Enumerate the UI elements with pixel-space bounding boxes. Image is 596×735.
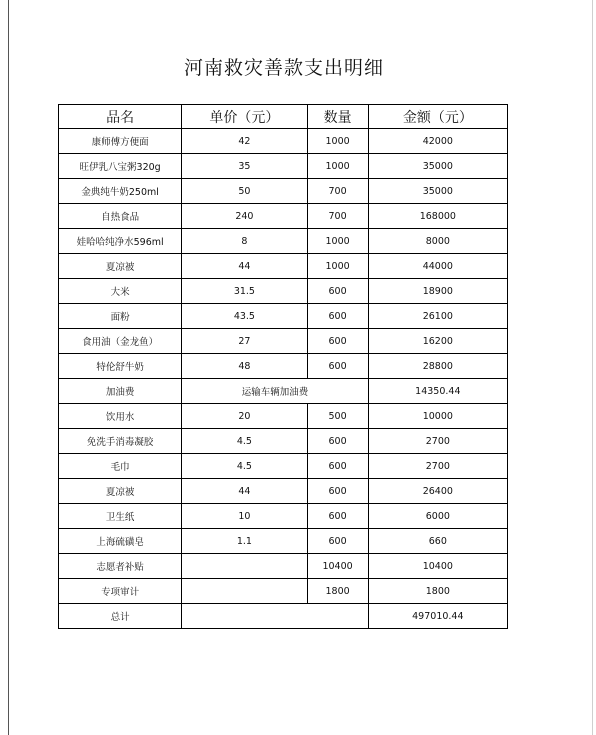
cell-name: 自热食品 <box>59 204 182 229</box>
cell-amount: 497010.44 <box>368 604 507 629</box>
table-row <box>59 204 508 229</box>
cell-amount: 26400 <box>368 479 507 504</box>
page-title: 河南救灾善款支出明细 <box>183 57 384 79</box>
cell-qty: 1000 <box>307 254 368 279</box>
header-name: 品名 <box>59 105 182 129</box>
cell-price: 48 <box>182 354 307 379</box>
cell-name: 志愿者补贴 <box>59 554 182 579</box>
cell-qty: 600 <box>307 454 368 479</box>
table-row <box>59 579 508 604</box>
table-row <box>59 229 508 254</box>
cell-note: 运输车辆加油费 <box>182 379 368 404</box>
cell-price: 10 <box>182 504 307 529</box>
cell-price: 27 <box>182 329 307 354</box>
cell-price <box>182 554 307 579</box>
cell-name: 夏凉被 <box>59 479 182 504</box>
cell-price: 50 <box>182 179 307 204</box>
cell-amount: 14350.44 <box>368 379 507 404</box>
table-row <box>59 429 508 454</box>
cell-amount: 16200 <box>368 329 507 354</box>
header-amount: 金额（元） <box>368 105 507 129</box>
cell-amount: 6000 <box>368 504 507 529</box>
cell-price: 42 <box>182 129 307 154</box>
cell-amount: 2700 <box>368 429 507 454</box>
cell-price: 240 <box>182 204 307 229</box>
cell-qty: 1000 <box>307 129 368 154</box>
cell-amount: 168000 <box>368 204 507 229</box>
cell-qty: 600 <box>307 329 368 354</box>
cell-qty: 600 <box>307 429 368 454</box>
cell-name: 特伦舒牛奶 <box>59 354 182 379</box>
cell-qty: 700 <box>307 204 368 229</box>
cell-price: 44 <box>182 479 307 504</box>
cell-price: 20 <box>182 404 307 429</box>
header-price: 单价（元） <box>182 105 307 129</box>
cell-amount: 35000 <box>368 179 507 204</box>
cell-qty: 500 <box>307 404 368 429</box>
cell-name: 免洗手消毒凝胶 <box>59 429 182 454</box>
cell-qty: 600 <box>307 479 368 504</box>
cell-qty: 600 <box>307 279 368 304</box>
cell-amount: 10400 <box>368 554 507 579</box>
table-row <box>59 179 508 204</box>
table-row <box>59 404 508 429</box>
cell-name: 加油费 <box>59 379 182 404</box>
cell-amount: 26100 <box>368 304 507 329</box>
cell-price: 4.5 <box>182 429 307 454</box>
cell-name: 康师傅方便面 <box>59 129 182 154</box>
table-row <box>59 504 508 529</box>
table-row-fuel <box>59 379 508 404</box>
cell-amount: 660 <box>368 529 507 554</box>
table-row <box>59 354 508 379</box>
cell-qty: 600 <box>307 504 368 529</box>
cell-qty: 1800 <box>307 579 368 604</box>
cell-price: 35 <box>182 154 307 179</box>
cell-name: 金典纯牛奶250ml <box>59 179 182 204</box>
cell-name: 面粉 <box>59 304 182 329</box>
cell-name: 饮用水 <box>59 404 182 429</box>
cell-name: 娃哈哈纯净水596ml <box>59 229 182 254</box>
cell-name: 总计 <box>59 604 182 629</box>
table-row <box>59 154 508 179</box>
cell-qty: 600 <box>307 354 368 379</box>
header-qty: 数量 <box>307 105 368 129</box>
cell-qty: 1000 <box>307 154 368 179</box>
cell-amount: 2700 <box>368 454 507 479</box>
cell-qty: 700 <box>307 179 368 204</box>
cell-price <box>182 579 307 604</box>
cell-amount: 1800 <box>368 579 507 604</box>
table-row <box>59 304 508 329</box>
cell-qty: 1000 <box>307 229 368 254</box>
page-left-edge <box>8 0 9 735</box>
cell-amount: 8000 <box>368 229 507 254</box>
cell-price: 1.1 <box>182 529 307 554</box>
expense-table-body <box>59 105 508 629</box>
cell-amount: 42000 <box>368 129 507 154</box>
cell-price: 31.5 <box>182 279 307 304</box>
cell-name: 食用油（金龙鱼） <box>59 329 182 354</box>
cell-price: 8 <box>182 229 307 254</box>
expense-table <box>58 104 508 629</box>
table-row <box>59 454 508 479</box>
cell-qty: 10400 <box>307 554 368 579</box>
cell-price: 43.5 <box>182 304 307 329</box>
cell-qty: 600 <box>307 304 368 329</box>
cell-name: 毛巾 <box>59 454 182 479</box>
cell-blank <box>182 604 368 629</box>
table-row <box>59 254 508 279</box>
table-header-row <box>59 105 508 129</box>
cell-amount: 10000 <box>368 404 507 429</box>
cell-name: 大米 <box>59 279 182 304</box>
table-row-total <box>59 604 508 629</box>
cell-amount: 18900 <box>368 279 507 304</box>
cell-name: 夏凉被 <box>59 254 182 279</box>
table-row <box>59 529 508 554</box>
cell-amount: 35000 <box>368 154 507 179</box>
cell-name: 上海硫磺皂 <box>59 529 182 554</box>
page-right-edge <box>592 0 593 735</box>
cell-amount: 44000 <box>368 254 507 279</box>
table-row <box>59 279 508 304</box>
cell-price: 4.5 <box>182 454 307 479</box>
cell-amount: 28800 <box>368 354 507 379</box>
cell-name: 卫生纸 <box>59 504 182 529</box>
cell-qty: 600 <box>307 529 368 554</box>
table-row <box>59 129 508 154</box>
table-row <box>59 329 508 354</box>
table-row <box>59 479 508 504</box>
cell-price: 44 <box>182 254 307 279</box>
cell-name: 旺伊乳八宝粥320g <box>59 154 182 179</box>
cell-name: 专项审计 <box>59 579 182 604</box>
table-row <box>59 554 508 579</box>
